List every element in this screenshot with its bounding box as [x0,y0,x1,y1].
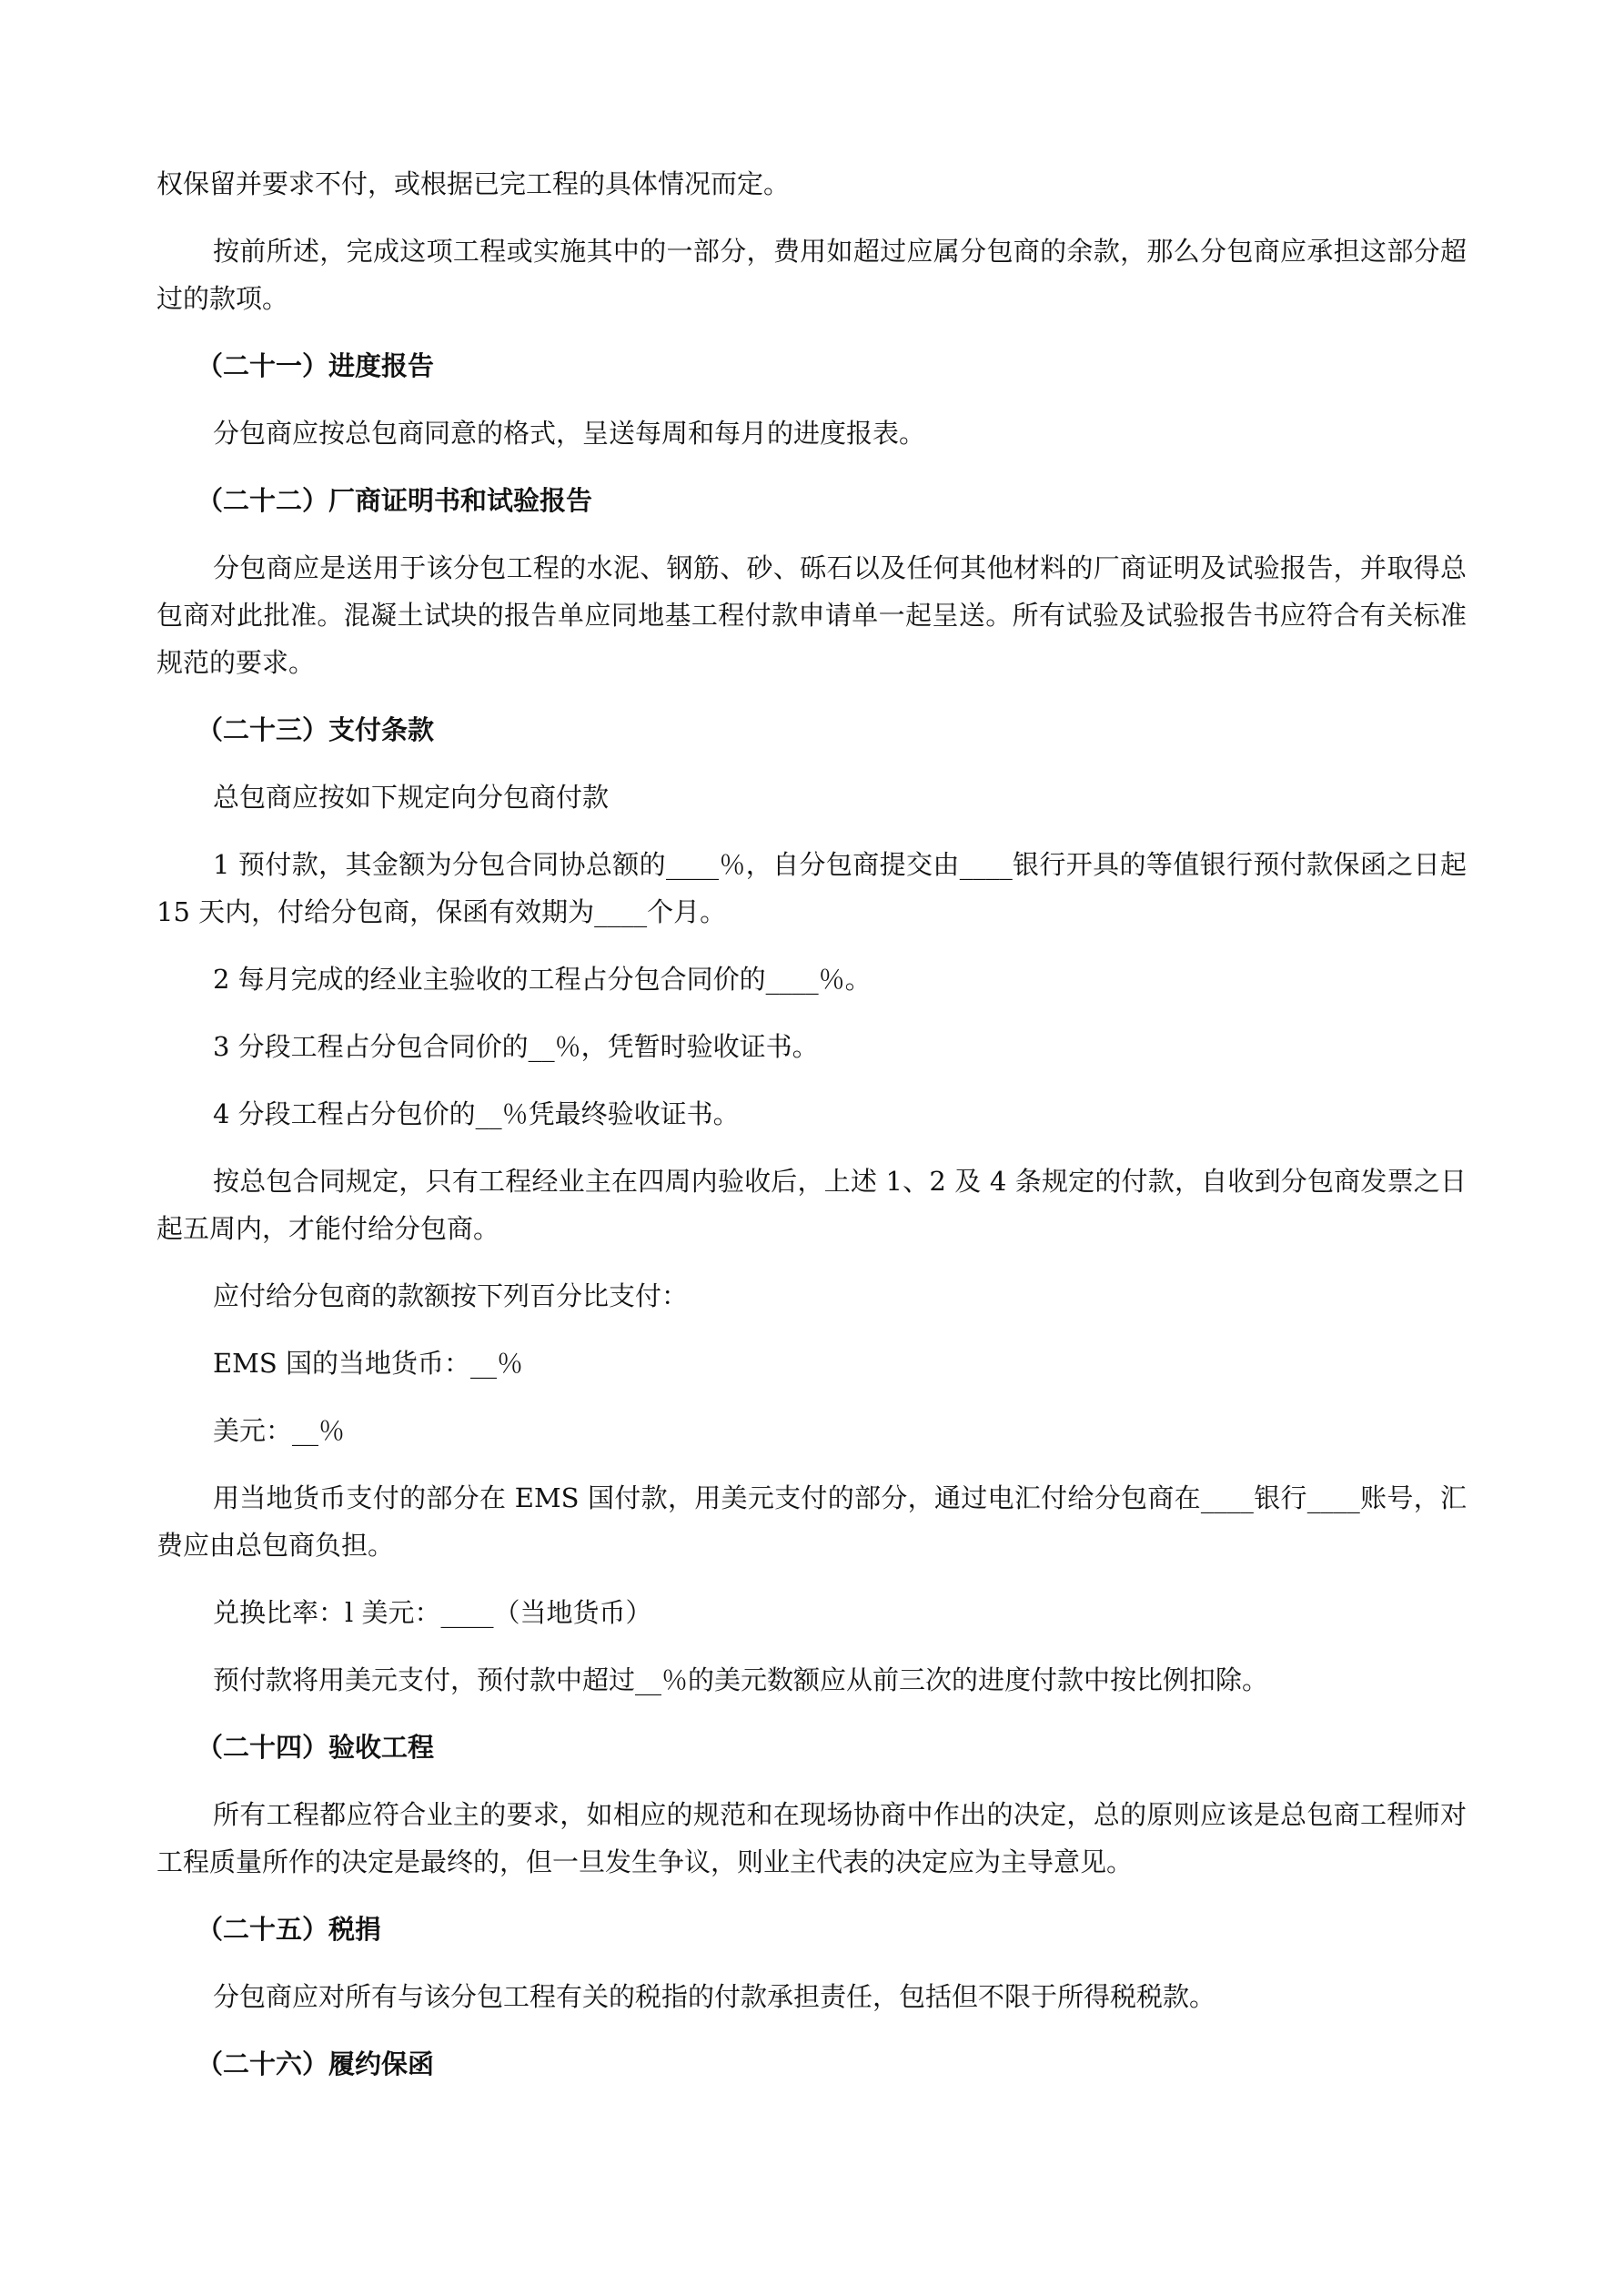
paragraph-payment-condition: 按总包合同规定，只有工程经业主在四周内验收后，上述 1、2 及 4 条规定的付款，自收到分包商发票之日起五周内，才能付给分包商。 [156,1166,1467,1244]
heading-performance-bond: （二十六）履约保函 [197,2048,435,2079]
paragraph-exchange-rate: 兑换比率：l 美元：____（当地货币） [213,1597,652,1628]
paragraph-excess-cost: 按前所述，完成这项工程或实施其中的一部分，费用如超过应属分包商的余款，那么分包商应承担这部分超过的款项。 [156,236,1467,314]
paragraph-payment-intro: 总包商应按如下规定向分包商付款 [213,782,610,813]
heading-progress-report: （二十一）进度报告 [197,350,435,381]
document-body [156,160,1467,2108]
paragraph-payment-item-2: 2 每月完成的经业主验收的工程占分包合同价的____％。 [213,964,872,995]
heading-certificates: （二十二）厂商证明书和试验报告 [197,485,593,516]
heading-acceptance: （二十四）验收工程 [197,1732,435,1763]
paragraph-payment-item-4: 4 分段工程占分包价的__％凭最终验收证书。 [213,1098,740,1129]
heading-payment-terms: （二十三）支付条款 [197,714,435,745]
paragraph-progress-report: 分包商应按总包商同意的格式，呈送每周和每月的进度报表。 [213,418,926,449]
paragraph-local-currency: EMS 国的当地货币：__％ [213,1348,523,1379]
paragraph-certificates: 分包商应是送用于该分包工程的水泥、钢筋、砂、砾石以及任何其他材料的厂商证明及试验报告，并取得总包商对此批准。混凝土试块的报告单应同地基工程付款申请单一起呈送。所有试验及试验报告书应符合有关标准规范的要求。 [156,552,1467,678]
paragraph-payment-percent-intro: 应付给分包商的款额按下列百分比支付： [213,1280,689,1311]
paragraph-payment-item-3: 3 分段工程占分包合同价的__％，凭暂时验收证书。 [213,1031,819,1062]
paragraph-taxes: 分包商应对所有与该分包工程有关的税指的付款承担责任，包括但不限于所得税税款。 [213,1981,1216,2012]
paragraph-acceptance: 所有工程都应符合业主的要求，如相应的规范和在现场协商中作出的决定，总的原则应该是总包商工程师对工程质量所作的决定是最终的，但一旦发生争议，则业主代表的决定应为主导意见。 [156,1799,1467,1877]
paragraph-advance-deduction: 预付款将用美元支付，预付款中超过__％的美元数额应从前三次的进度付款中按比例扣除。 [213,1664,1269,1695]
heading-taxes: （二十五）税捐 [197,1914,382,1945]
paragraph-payment-item-1: 1 预付款，其金额为分包合同协总额的____％，自分包商提交由____银行开具的等值银行预付款保函之日起 15 天内，付给分包商，保函有效期为____个月。 [156,849,1467,927]
paragraph-retention: 权保留并要求不付，或根据已完工程的具体情况而定。 [156,168,791,199]
paragraph-payment-method: 用当地货币支付的部分在 EMS 国付款，用美元支付的部分，通过电汇付给分包商在____银行____账号，汇费应由总包商负担。 [156,1482,1467,1561]
paragraph-usd: 美元：__％ [213,1415,346,1446]
